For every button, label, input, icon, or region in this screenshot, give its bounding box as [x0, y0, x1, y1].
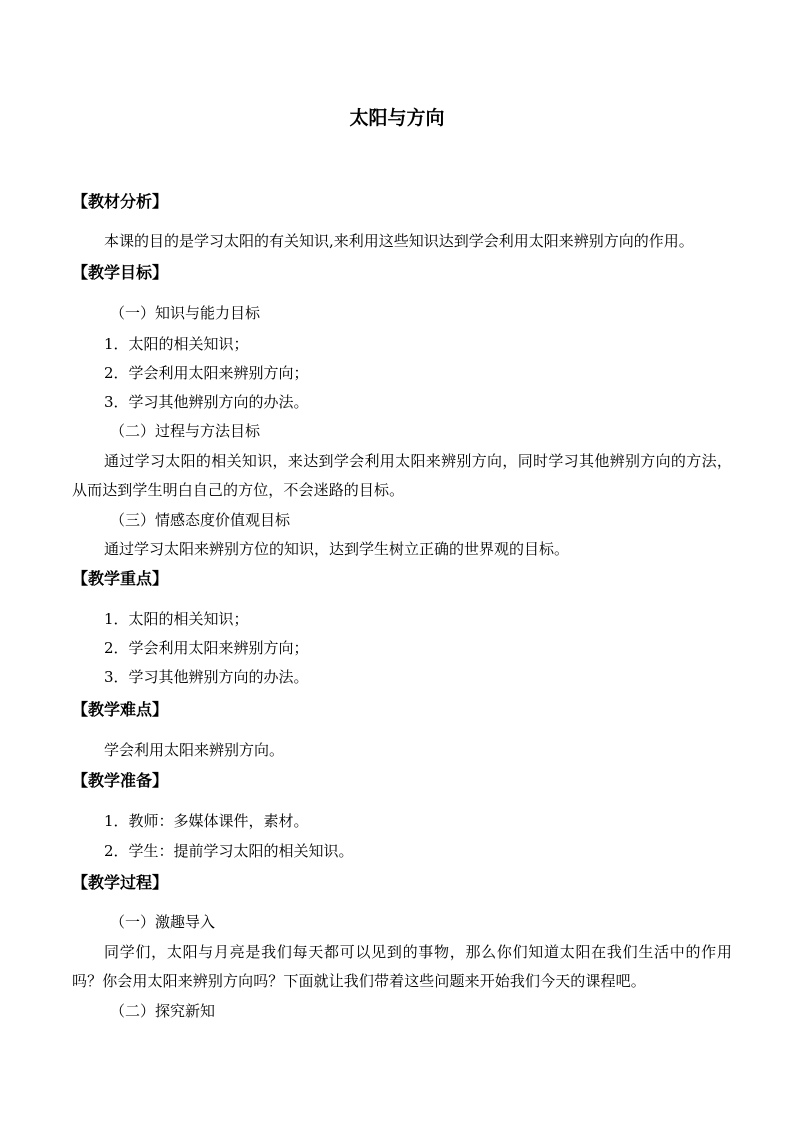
page-title: 太阳与方向	[349, 107, 445, 129]
subheading-emotion-values: （三）情感态度价值观目标	[110, 511, 291, 529]
section-heading-difficulties: 【教学难点】	[72, 700, 169, 719]
paragraph-difficulties: 学会利用太阳来辨别方向。	[104, 741, 285, 759]
list-item: 2．学生：提前学习太阳的相关知识。	[104, 842, 354, 860]
list-item: 3．学习其他辨别方向的办法。	[104, 668, 309, 686]
section-heading-process: 【教学过程】	[72, 873, 169, 892]
list-item: 1．教师：多媒体课件，素材。	[104, 812, 309, 830]
section-heading-analysis: 【教材分析】	[72, 192, 169, 211]
list-item: 2．学会利用太阳来辨别方向；	[104, 639, 309, 657]
subheading-knowledge-ability: （一）知识与能力目标	[110, 304, 261, 322]
list-item: 3．学习其他辨别方向的办法。	[104, 393, 309, 411]
list-item: 1．太阳的相关知识；	[104, 610, 249, 628]
section-heading-objectives: 【教学目标】	[72, 263, 169, 282]
subheading-introduction: （一）激趣导入	[110, 913, 216, 931]
paragraph-analysis: 本课的目的是学习太阳的有关知识,来利用这些知识达到学会利用太阳来辨别方向的作用。	[104, 232, 694, 250]
section-heading-preparation: 【教学准备】	[72, 771, 169, 790]
paragraph-process-method: 通过学习太阳的相关知识，来达到学会利用太阳来辨别方向，同时学习其他辨别方向的方法，从而达到学生明白自己的方位，不会迷路的目标。	[72, 452, 732, 499]
section-heading-key-points: 【教学重点】	[72, 569, 169, 588]
list-item: 1．太阳的相关知识；	[104, 335, 249, 353]
subheading-process-method: （二）过程与方法目标	[110, 422, 261, 440]
paragraph-emotion-values: 通过学习太阳来辨别方位的知识，达到学生树立正确的世界观的目标。	[104, 540, 570, 558]
paragraph-introduction: 同学们，太阳与月亮是我们每天都可以见到的事物，那么你们知道太阳在我们生活中的作用吗？你会用太阳来辨别方向吗？下面就让我们带着这些问题来开始我们今天的课程吧。	[72, 943, 732, 990]
list-item: 2．学会利用太阳来辨别方向；	[104, 364, 309, 382]
subheading-explore: （二）探究新知	[110, 1002, 216, 1020]
